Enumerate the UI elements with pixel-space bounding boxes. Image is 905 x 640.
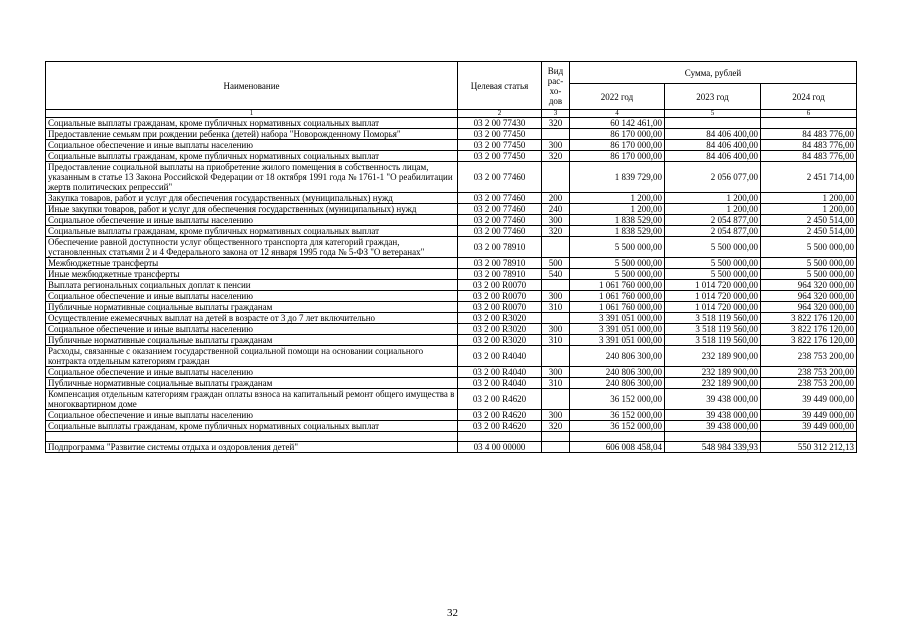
row-code: 03 2 00 R4620 xyxy=(458,421,542,432)
row-sum-2023: 39 438 000,00 xyxy=(665,421,761,432)
table-row xyxy=(46,378,857,389)
row-sum-2022: 86 170 000,00 xyxy=(570,140,665,151)
row-name: Публичные нормативные социальные выплаты гражданам xyxy=(46,302,458,313)
row-code: 03 2 00 77460 xyxy=(458,193,542,204)
row-code: 03 2 00 R4620 xyxy=(458,410,542,421)
table-row xyxy=(46,421,857,432)
row-sum-2024: 3 822 176 120,00 xyxy=(761,324,857,335)
row-sum-2022: 1 061 760 000,00 xyxy=(570,302,665,313)
row-sum-2023: 2 054 877,00 xyxy=(665,226,761,237)
row-name: Предоставление семьям при рождении ребенка (детей) набора "Новорожденному Поморья" xyxy=(46,129,458,140)
row-sum-2024: 84 483 776,00 xyxy=(761,140,857,151)
row-sum-2022: 1 200,00 xyxy=(570,193,665,204)
row-sum-2024: 5 500 000,00 xyxy=(761,269,857,280)
row-expense-type: 320 xyxy=(542,226,570,237)
row-expense-type: 310 xyxy=(542,302,570,313)
row-sum-2023: 39 438 000,00 xyxy=(665,389,761,410)
table-row xyxy=(46,140,857,151)
row-sum-2024: 1 200,00 xyxy=(761,193,857,204)
row-name: Обеспечение равной доступности услуг общественного транспорта для категорий граждан, установленных статьями 2 и 4 Федерального закона от 12 января 1995 года № 5-ФЗ "О ветеранах" xyxy=(46,237,458,258)
row-name: Публичные нормативные социальные выплаты гражданам xyxy=(46,378,458,389)
row-sum-2023: 1 200,00 xyxy=(665,204,761,215)
spacer-row xyxy=(46,432,857,442)
row-code: 03 2 00 R0070 xyxy=(458,291,542,302)
row-name: Компенсация отдельным категориям граждан оплаты взноса на капитальный ремонт общего имущества в многоквартирном доме xyxy=(46,389,458,410)
row-sum-2023 xyxy=(665,118,761,129)
row-code: 03 2 00 R0070 xyxy=(458,302,542,313)
row-sum-2023: 84 406 400,00 xyxy=(665,151,761,162)
row-expense-type: 300 xyxy=(542,324,570,335)
row-sum-2023: 39 438 000,00 xyxy=(665,410,761,421)
row-expense-type xyxy=(542,442,570,453)
table-row xyxy=(46,129,857,140)
row-sum-2023: 3 518 119 560,00 xyxy=(665,335,761,346)
row-sum-2022: 1 061 760 000,00 xyxy=(570,280,665,291)
row-sum-2022: 60 142 461,00 xyxy=(570,118,665,129)
table-row xyxy=(46,258,857,269)
row-code: 03 2 00 77460 xyxy=(458,162,542,193)
header-sum: Сумма, рублей xyxy=(570,62,857,84)
row-sum-2023: 1 014 720 000,00 xyxy=(665,280,761,291)
row-expense-type xyxy=(542,129,570,140)
row-code: 03 2 00 77460 xyxy=(458,204,542,215)
table-row xyxy=(46,280,857,291)
row-expense-type: 300 xyxy=(542,410,570,421)
row-sum-2024: 238 753 200,00 xyxy=(761,367,857,378)
row-expense-type: 240 xyxy=(542,204,570,215)
row-code: 03 2 00 77460 xyxy=(458,215,542,226)
table-row xyxy=(46,324,857,335)
row-sum-2022: 1 839 729,00 xyxy=(570,162,665,193)
row-code: 03 4 00 00000 xyxy=(458,442,542,453)
row-name: Подпрограмма "Развитие системы отдыха и оздоровления детей" xyxy=(46,442,458,453)
table-row xyxy=(46,410,857,421)
row-sum-2022: 1 838 529,00 xyxy=(570,226,665,237)
header-year-2024: 2024 год xyxy=(761,84,857,110)
row-sum-2022: 86 170 000,00 xyxy=(570,129,665,140)
row-sum-2023: 1 014 720 000,00 xyxy=(665,302,761,313)
row-sum-2024 xyxy=(761,118,857,129)
row-name: Выплата региональных социальных доплат к пенсии xyxy=(46,280,458,291)
row-sum-2024: 84 483 776,00 xyxy=(761,129,857,140)
row-sum-2022: 36 152 000,00 xyxy=(570,421,665,432)
row-sum-2022: 240 806 300,00 xyxy=(570,367,665,378)
row-sum-2023: 84 406 400,00 xyxy=(665,140,761,151)
table-row xyxy=(46,204,857,215)
row-sum-2024: 1 200,00 xyxy=(761,204,857,215)
colnum: 1 xyxy=(46,110,458,118)
row-sum-2024: 964 320 000,00 xyxy=(761,280,857,291)
row-name: Социальное обеспечение и иные выплаты населению xyxy=(46,215,458,226)
table-row xyxy=(46,269,857,280)
row-sum-2022: 1 061 760 000,00 xyxy=(570,291,665,302)
table-row xyxy=(46,162,857,193)
row-sum-2024: 964 320 000,00 xyxy=(761,291,857,302)
row-code: 03 2 00 77450 xyxy=(458,129,542,140)
row-sum-2022: 1 838 529,00 xyxy=(570,215,665,226)
row-expense-type: 320 xyxy=(542,151,570,162)
row-sum-2023: 1 014 720 000,00 xyxy=(665,291,761,302)
table-row xyxy=(46,367,857,378)
row-sum-2024: 2 450 514,00 xyxy=(761,215,857,226)
row-code: 03 2 00 R3020 xyxy=(458,324,542,335)
row-expense-type: 310 xyxy=(542,378,570,389)
row-sum-2023: 84 406 400,00 xyxy=(665,129,761,140)
row-sum-2023: 548 984 339,93 xyxy=(665,442,761,453)
row-sum-2022: 3 391 051 000,00 xyxy=(570,313,665,324)
row-code: 03 2 00 R4620 xyxy=(458,389,542,410)
row-expense-type: 310 xyxy=(542,335,570,346)
row-sum-2024: 3 822 176 120,00 xyxy=(761,335,857,346)
row-name: Социальное обеспечение и иные выплаты населению xyxy=(46,140,458,151)
row-sum-2022: 240 806 300,00 xyxy=(570,346,665,367)
row-sum-2023: 3 518 119 560,00 xyxy=(665,324,761,335)
row-expense-type: 320 xyxy=(542,118,570,129)
row-sum-2024: 5 500 000,00 xyxy=(761,237,857,258)
row-name: Социальное обеспечение и иные выплаты населению xyxy=(46,324,458,335)
row-name: Осуществление ежемесячных выплат на детей в возрасте от 3 до 7 лет включительно xyxy=(46,313,458,324)
row-name: Социальное обеспечение и иные выплаты населению xyxy=(46,291,458,302)
row-name: Иные закупки товаров, работ и услуг для обеспечения государственных (муниципальных) нужд xyxy=(46,204,458,215)
row-expense-type: 500 xyxy=(542,258,570,269)
row-sum-2024: 3 822 176 120,00 xyxy=(761,313,857,324)
row-expense-type xyxy=(542,313,570,324)
row-sum-2024: 39 449 000,00 xyxy=(761,421,857,432)
row-sum-2024: 2 451 714,00 xyxy=(761,162,857,193)
budget-table xyxy=(45,61,857,453)
row-name: Социальные выплаты гражданам, кроме публичных нормативных социальных выплат xyxy=(46,151,458,162)
row-code: 03 2 00 R4040 xyxy=(458,378,542,389)
row-sum-2023: 2 056 077,00 xyxy=(665,162,761,193)
header-year-2022: 2022 год xyxy=(570,84,665,110)
row-expense-type xyxy=(542,389,570,410)
row-expense-type: 200 xyxy=(542,193,570,204)
row-sum-2022: 3 391 051 000,00 xyxy=(570,335,665,346)
row-sum-2023: 232 189 900,00 xyxy=(665,378,761,389)
table-row xyxy=(46,346,857,367)
row-expense-type: 300 xyxy=(542,291,570,302)
row-sum-2024: 84 483 776,00 xyxy=(761,151,857,162)
row-sum-2024: 39 449 000,00 xyxy=(761,389,857,410)
row-name: Расходы, связанные с оказанием государственной социальной помощи на основании социального контракта отдельным категориям граждан xyxy=(46,346,458,367)
row-sum-2024: 550 312 212,13 xyxy=(761,442,857,453)
row-expense-type xyxy=(542,162,570,193)
column-numbers-row xyxy=(46,110,857,118)
row-expense-type: 300 xyxy=(542,215,570,226)
row-sum-2024: 964 320 000,00 xyxy=(761,302,857,313)
row-sum-2023: 232 189 900,00 xyxy=(665,346,761,367)
row-code: 03 2 00 R4040 xyxy=(458,346,542,367)
row-expense-type: 320 xyxy=(542,421,570,432)
row-sum-2024: 238 753 200,00 xyxy=(761,378,857,389)
row-code: 03 2 00 R4040 xyxy=(458,367,542,378)
row-name: Предоставление социальной выплаты на приобретение жилого помещения в собственность лицам, указанным в статье 13 Закона Российской Федерации от 18 октября 1991 года № 1761-1 "О реабилитации жертв политических репрессий" xyxy=(46,162,458,193)
row-code: 03 2 00 R3020 xyxy=(458,335,542,346)
row-sum-2022: 5 500 000,00 xyxy=(570,258,665,269)
row-name: Социальные выплаты гражданам, кроме публичных нормативных социальных выплат xyxy=(46,226,458,237)
colnum: 5 xyxy=(665,110,761,118)
row-sum-2023: 3 518 119 560,00 xyxy=(665,313,761,324)
table-row xyxy=(46,151,857,162)
row-sum-2022: 5 500 000,00 xyxy=(570,237,665,258)
colnum: 4 xyxy=(570,110,665,118)
header-expense-type: Вид рас- хо- дов xyxy=(542,62,570,110)
header-year-2023: 2023 год xyxy=(665,84,761,110)
row-sum-2023: 2 054 877,00 xyxy=(665,215,761,226)
table-row xyxy=(46,302,857,313)
header-name: Наименование xyxy=(46,62,458,110)
row-sum-2024: 238 753 200,00 xyxy=(761,346,857,367)
row-name: Межбюджетные трансферты xyxy=(46,258,458,269)
row-expense-type xyxy=(542,280,570,291)
row-name: Публичные нормативные социальные выплаты гражданам xyxy=(46,335,458,346)
row-sum-2023: 232 189 900,00 xyxy=(665,367,761,378)
row-expense-type xyxy=(542,237,570,258)
row-expense-type: 300 xyxy=(542,140,570,151)
table-row xyxy=(46,313,857,324)
colnum: 6 xyxy=(761,110,857,118)
row-sum-2022: 1 200,00 xyxy=(570,204,665,215)
row-code: 03 2 00 R3020 xyxy=(458,313,542,324)
row-sum-2022: 3 391 051 000,00 xyxy=(570,324,665,335)
row-sum-2022: 606 008 458,04 xyxy=(570,442,665,453)
row-sum-2023: 5 500 000,00 xyxy=(665,258,761,269)
row-sum-2022: 5 500 000,00 xyxy=(570,269,665,280)
row-sum-2022: 240 806 300,00 xyxy=(570,378,665,389)
colnum: 2 xyxy=(458,110,542,118)
row-code: 03 2 00 77430 xyxy=(458,118,542,129)
table-row xyxy=(46,237,857,258)
table-row xyxy=(46,215,857,226)
colnum: 3 xyxy=(542,110,570,118)
row-sum-2022: 86 170 000,00 xyxy=(570,151,665,162)
row-sum-2023: 5 500 000,00 xyxy=(665,269,761,280)
page-number: 32 xyxy=(447,607,458,619)
row-code: 03 2 00 78910 xyxy=(458,258,542,269)
row-sum-2024: 2 450 514,00 xyxy=(761,226,857,237)
row-sum-2024: 39 449 000,00 xyxy=(761,410,857,421)
row-sum-2023: 1 200,00 xyxy=(665,193,761,204)
row-code: 03 2 00 78910 xyxy=(458,269,542,280)
row-sum-2022: 36 152 000,00 xyxy=(570,410,665,421)
table-row xyxy=(46,335,857,346)
total-row xyxy=(46,442,857,453)
row-code: 03 2 00 77450 xyxy=(458,140,542,151)
row-sum-2022: 36 152 000,00 xyxy=(570,389,665,410)
table-row xyxy=(46,226,857,237)
row-expense-type xyxy=(542,346,570,367)
row-expense-type: 300 xyxy=(542,367,570,378)
row-expense-type: 540 xyxy=(542,269,570,280)
table-row xyxy=(46,118,857,129)
header-target-article: Целевая статья xyxy=(458,62,542,110)
row-name: Закупка товаров, работ и услуг для обеспечения государственных (муниципальных) нужд xyxy=(46,193,458,204)
row-name: Социальное обеспечение и иные выплаты населению xyxy=(46,367,458,378)
row-code: 03 2 00 78910 xyxy=(458,237,542,258)
row-name: Социальные выплаты гражданам, кроме публичных нормативных социальных выплат xyxy=(46,421,458,432)
table-row xyxy=(46,291,857,302)
row-code: 03 2 00 77460 xyxy=(458,226,542,237)
row-code: 03 2 00 R0070 xyxy=(458,280,542,291)
row-sum-2024: 5 500 000,00 xyxy=(761,258,857,269)
row-code: 03 2 00 77450 xyxy=(458,151,542,162)
row-sum-2023: 5 500 000,00 xyxy=(665,237,761,258)
table-row xyxy=(46,389,857,410)
table-row xyxy=(46,193,857,204)
row-name: Иные межбюджетные трансферты xyxy=(46,269,458,280)
row-name: Социальное обеспечение и иные выплаты населению xyxy=(46,410,458,421)
row-name: Социальные выплаты гражданам, кроме публичных нормативных социальных выплат xyxy=(46,118,458,129)
